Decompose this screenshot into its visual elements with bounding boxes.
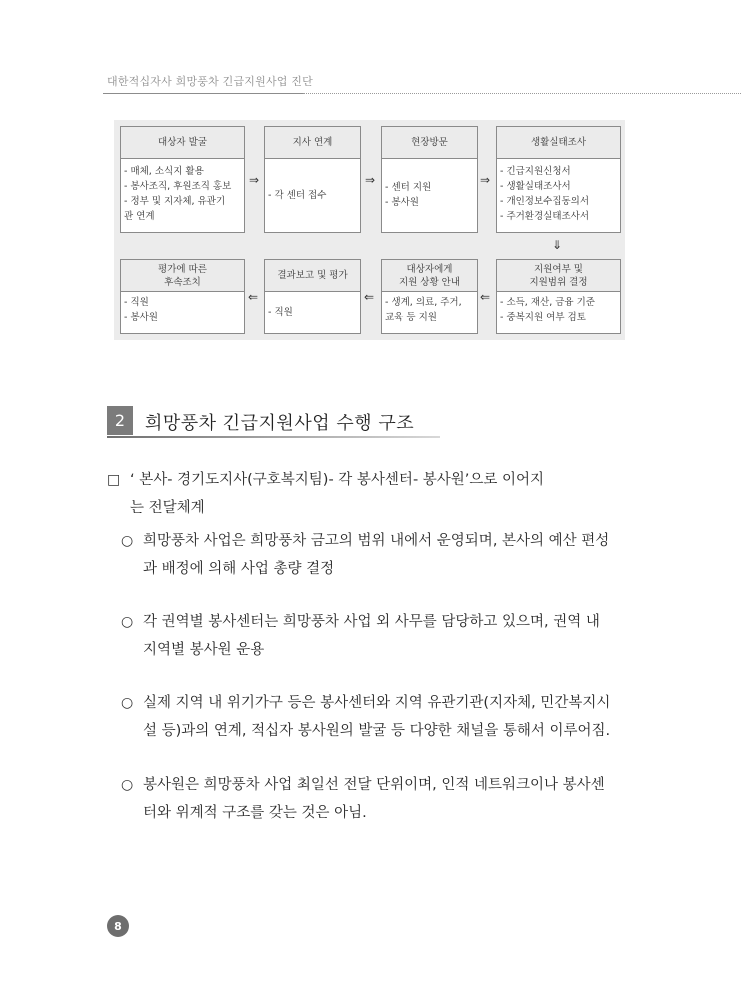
- square-bullet-icon: □: [107, 472, 121, 488]
- page-number: 8: [107, 915, 129, 937]
- right-arrow-icon: ⇒: [480, 173, 491, 187]
- section-number: 2: [107, 406, 133, 435]
- running-header: 대한적십자사 희망풍차 긴급지원사업 진단: [107, 75, 313, 88]
- step-branch-link: [264, 126, 361, 233]
- circle-bullet-icon: ○: [121, 533, 134, 549]
- step-items: - 긴급지원신청서 - 생활실태조사서 - 개인정보수집동의서 - 주거환경실태조사서: [500, 166, 590, 222]
- bullet-paragraph: 실제 지역 내 위기가구 등은 봉사센터와 지역 유관기관(지자체, 민간복지시 설 등)과의 연계, 적십자 봉사원의 발굴 등 다양한 채널을 통해서 이루어짐.: [143, 695, 611, 739]
- step-site-visit: [381, 126, 478, 233]
- step-items: - 직원: [268, 306, 293, 318]
- left-arrow-icon: ⇐: [480, 290, 491, 304]
- step-title: 결과보고 및 평가: [265, 260, 360, 292]
- circle-bullet-icon: ○: [121, 614, 134, 630]
- main-point: ‘ 본사- 경기도지사(구호복지팀)- 각 봉사센터- 봉사원’으로 이어지 는 전달체계: [130, 472, 545, 516]
- step-target-discovery: [120, 126, 245, 233]
- step-title: 지사 연계: [265, 127, 360, 159]
- circle-bullet-icon: ○: [121, 777, 134, 793]
- header-rule-dotted: [303, 93, 741, 94]
- step-title: 지원여부 및 지원범위 결정: [497, 260, 620, 292]
- step-items: - 센터 지원 - 봉사원: [385, 182, 432, 208]
- bullet-paragraph: 희망풍차 사업은 희망풍차 금고의 범위 내에서 운영되며, 본사의 예산 편성 과 배정에 의해 사업 총량 결정: [143, 533, 610, 577]
- down-arrow-icon: ⇓: [552, 238, 563, 252]
- step-support-notice: [381, 259, 478, 334]
- header-rule: [103, 93, 303, 94]
- step-title: 평가에 따른 후속조치: [121, 260, 244, 292]
- left-arrow-icon: ⇐: [248, 290, 259, 304]
- right-arrow-icon: ⇒: [365, 173, 376, 187]
- circle-bullet-icon: ○: [121, 695, 134, 711]
- step-report-evaluation: [264, 259, 361, 334]
- step-items: - 각 센터 접수: [268, 189, 327, 201]
- section-underline: [107, 436, 440, 438]
- step-items: - 소득, 재산, 금융 기준 - 중복지원 여부 검토: [500, 297, 595, 323]
- section-title: 희망풍차 긴급지원사업 수행 구조: [145, 413, 415, 434]
- left-arrow-icon: ⇐: [364, 290, 375, 304]
- step-items: - 직원 - 봉사원: [124, 297, 158, 323]
- process-flow-diagram: [114, 120, 625, 340]
- step-support-decision: [496, 259, 621, 334]
- step-living-survey: [496, 126, 621, 233]
- step-title: 대상자에게 지원 상황 안내: [382, 260, 477, 292]
- step-follow-up: [120, 259, 245, 334]
- step-title: 생활실태조사: [497, 127, 620, 159]
- step-title: 대상자 발굴: [121, 127, 244, 159]
- step-title: 현장방문: [382, 127, 477, 159]
- bullet-paragraph: 봉사원은 희망풍차 사업 최일선 전달 단위이며, 인적 네트워크이나 봉사센 터와 위계적 구조를 갖는 것은 아님.: [143, 777, 605, 821]
- right-arrow-icon: ⇒: [249, 173, 260, 187]
- step-items: - 매체, 소식지 활용 - 봉사조직, 후원조직 홍보 - 정부 및 지자체, 유관기 관 연계: [124, 166, 232, 222]
- bullet-paragraph: 각 권역별 봉사센터는 희망풍차 사업 외 사무를 담당하고 있으며, 권역 내 지역별 봉사원 운용: [143, 614, 600, 658]
- step-items: - 생계, 의료, 주거, 교육 등 지원: [385, 297, 462, 323]
